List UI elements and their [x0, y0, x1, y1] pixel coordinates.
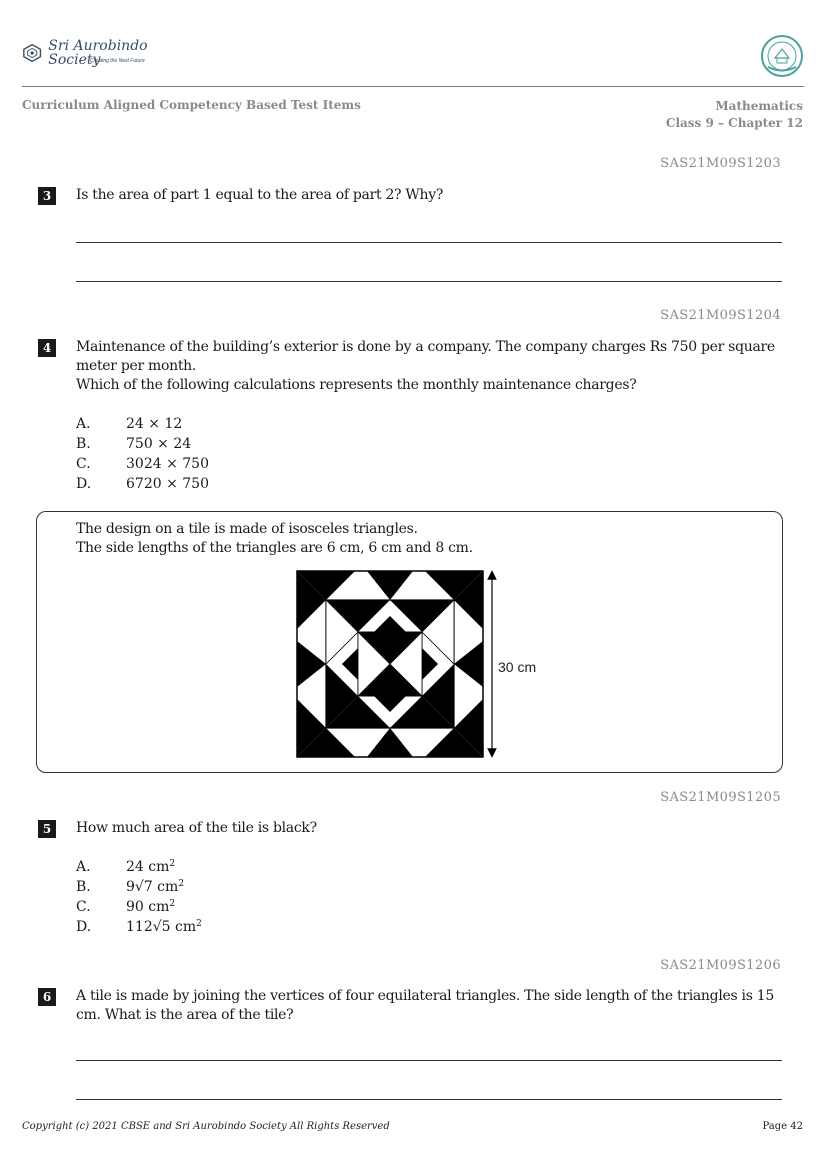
dimension-label: 30 cm [498, 659, 537, 675]
question-text: Is the area of part 1 equal to the area of part 2? Why? [76, 187, 444, 203]
answer-line[interactable] [76, 281, 782, 282]
question-number: 5 [38, 820, 56, 838]
curriculum-title: Curriculum Aligned Competency Based Test Items [22, 98, 361, 112]
question-number: 6 [38, 988, 56, 1006]
option-value [126, 919, 202, 935]
unit-power: 2 [196, 919, 202, 929]
question-text: A tile is made by joining the vertices of four equilateral triangles. The side length of the triangles is 15 cm. What is the area of the tile? [76, 988, 774, 1023]
question-text-line: Maintenance of the building’s exterior is done by a company. The company charges Rs 750 per square meter per month. [76, 339, 775, 374]
question-number: 4 [38, 339, 56, 357]
option-value: 6720 × 750 [126, 476, 209, 492]
option-letter: C. [76, 899, 91, 915]
sri-aurobindo-society-logo [22, 38, 192, 68]
option-value-text: 112√5 cm [126, 919, 197, 935]
question-code: SAS21M09S1205 [660, 790, 781, 805]
option-letter: A. [76, 416, 91, 432]
option-value-text: 90 cm [126, 899, 170, 915]
question-code: SAS21M09S1203 [660, 156, 781, 171]
question-text [76, 338, 784, 395]
unit-power: 2 [178, 879, 185, 889]
option-value: 750 × 24 [126, 436, 192, 452]
option-letter: D. [76, 919, 92, 935]
context-line: The design on a tile is made of isosceles triangles. [76, 521, 418, 537]
tile-square [297, 571, 483, 757]
tile-diagram [292, 566, 552, 762]
question-number: 3 [38, 187, 56, 205]
logo-text: Sri Aurobindo Society [48, 38, 148, 68]
question-text: How much area of the tile is black? [76, 820, 317, 836]
option-value [126, 899, 175, 915]
option-value-text: 24 cm [126, 859, 170, 875]
logo-tagline: Creating the Next Future [90, 58, 145, 64]
header-divider [22, 86, 804, 87]
option-value-text: 9√7 cm [126, 879, 179, 895]
option-letter: D. [76, 476, 92, 492]
question-text-line: Which of the following calculations represents the monthly maintenance charges? [76, 377, 637, 393]
option-letter: A. [76, 859, 91, 875]
option-letter: B. [76, 879, 91, 895]
question-code: SAS21M09S1206 [660, 958, 781, 973]
unit-power: 2 [169, 859, 176, 869]
option-value [126, 859, 175, 875]
answer-line[interactable] [76, 1060, 782, 1061]
unit-power: 2 [169, 899, 176, 909]
option-letter: B. [76, 436, 91, 452]
subject-info [666, 98, 803, 132]
page-number: Page 42 [762, 1121, 803, 1132]
society-emblem-icon [22, 42, 42, 64]
cbse-seal-icon [760, 34, 804, 78]
copyright-text: Copyright (c) 2021 CBSE and Sri Aurobindo Society All Rights Reserved [22, 1121, 390, 1132]
context-line: The side lengths of the triangles are 6 cm, 6 cm and 8 cm. [76, 540, 473, 556]
option-letter: C. [76, 456, 91, 472]
option-value [126, 879, 184, 895]
answer-line[interactable] [76, 1099, 782, 1100]
answer-line[interactable] [76, 242, 782, 243]
class-chapter-label: Class 9 – Chapter 12 [665, 116, 803, 130]
subject-label: Mathematics [715, 99, 803, 113]
question-code: SAS21M09S1204 [660, 308, 781, 323]
option-value: 3024 × 750 [126, 456, 209, 472]
option-value: 24 × 12 [126, 416, 183, 432]
